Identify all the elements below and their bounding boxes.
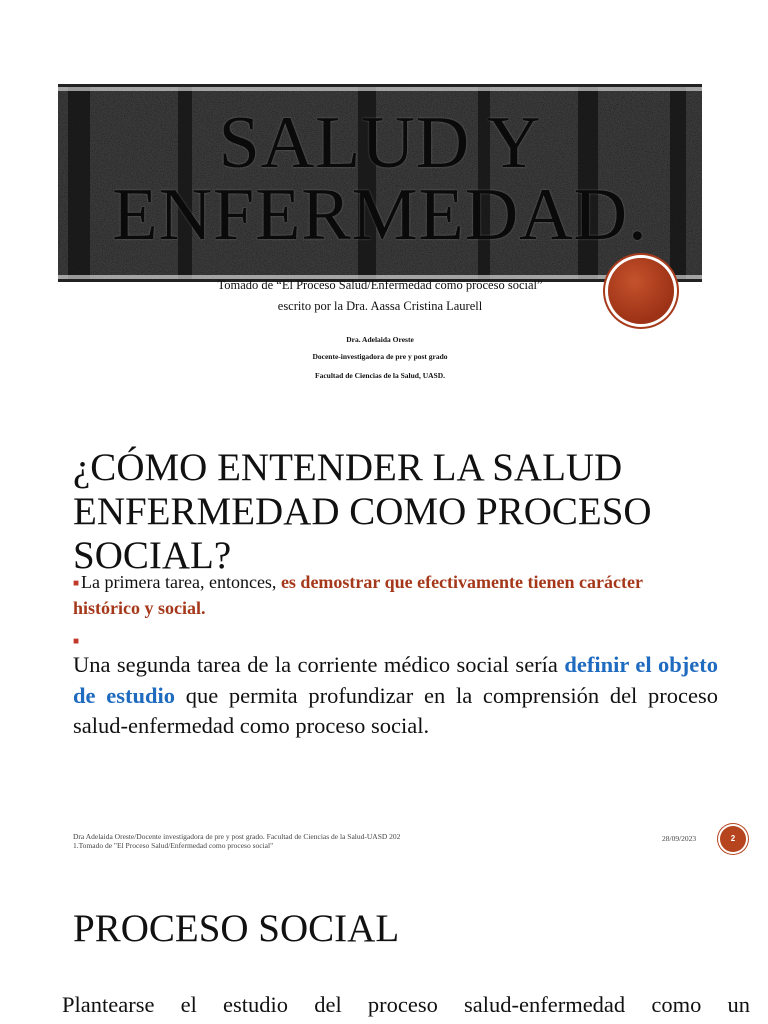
author-name: Dra. Adelaida Oreste [346, 335, 414, 344]
slide-title [58, 102, 702, 256]
author-faculty: Facultad de Ciencias de la Salud, UASD. [314, 371, 446, 380]
subtitle-line-2: escrito por la Dra. Aassa Cristina Laurell [277, 299, 483, 313]
page-number-badge: 2 [720, 826, 746, 852]
author-role: Docente-investigadora de pre y post grado [312, 352, 448, 361]
bullet1-emphasis: es demostrar que efectivamente tienen carácter histórico y social. [73, 572, 643, 618]
paragraph-prefix: Una segunda tarea de la corriente médico social sería [73, 652, 565, 677]
slide2-footer [73, 832, 493, 850]
bullet-square-icon: ■ [73, 577, 80, 589]
slide3-heading: PROCESO SOCIAL [73, 907, 400, 950]
slide2-paragraph [73, 650, 718, 742]
bullet1-text: La primera tarea, entonces, [81, 572, 281, 592]
footer-line-2: 1.Tomado de "El Proceso Salud/Enfermedad como proceso social" [73, 841, 274, 850]
decorative-circle [608, 258, 674, 324]
paragraph-emphasis: definir el objeto de estudio [73, 652, 719, 708]
paragraph-suffix: que permita profundizar en la comprensión del proceso salud-enfermedad como proceso social. [73, 682, 718, 738]
slide-date: 28/09/2023 [662, 834, 697, 843]
slide3-paragraph: Plantearse el estudio del proceso salud-enfermedad como un [62, 992, 750, 1017]
footer-line-1: Dra Adelaida Oreste/Docente investigadora de pre y post grado. Facultad de Ciencias de la Salud-UASD 202 [73, 832, 401, 841]
bullet-list [73, 570, 693, 654]
subtitle-line-1: Tomado de “El Proceso Salud/Enfermedad como proceso social” [217, 278, 543, 292]
bullet-item-1 [73, 570, 693, 620]
title-banner [58, 84, 702, 282]
bullet-square-icon: ■ [73, 635, 80, 647]
title-line-2: ENFERMEDAD. [112, 174, 648, 256]
slide2-heading: ¿CÓMO ENTENDER LA SALUD ENFERMEDAD COMO PROCESO SOCIAL? [73, 446, 652, 577]
title-line-1: SALUD Y [218, 102, 542, 184]
